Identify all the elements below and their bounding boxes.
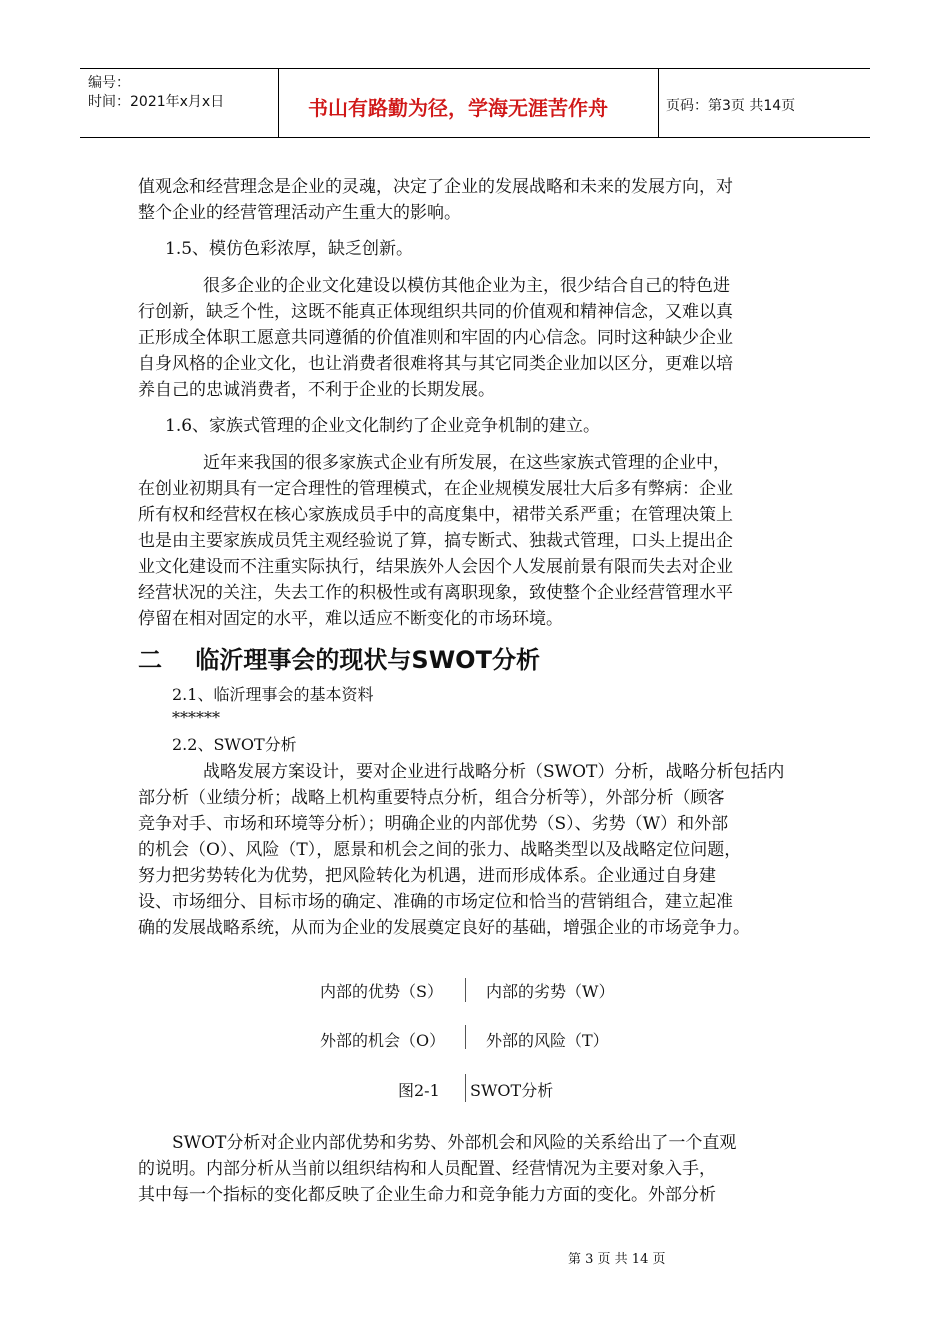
paragraph-line: 正形成全体职工愿意共同遵循的价值准则和牢固的内心信念。同时这种缺少企业	[138, 328, 733, 348]
paragraph-line: 行创新，缺乏个性，这既不能真正体现组织共同的价值观和精神信念，又难以真	[138, 302, 733, 322]
paragraph-line: SWOT分析对企业内部优势和劣势、外部机会和风险的关系给出了一个直观	[172, 1133, 737, 1153]
page-footer: 第 3 页 共 14 页	[568, 1252, 666, 1267]
paragraph-line: 确的发展战略系统，从而为企业的发展奠定良好的基础，增强企业的市场竞争力。	[138, 918, 750, 938]
paragraph-line: 很多企业的企业文化建设以模仿其他企业为主，很少结合自己的特色进	[203, 276, 730, 296]
paragraph-line: 的机会（O）、风险（T），愿景和机会之间的张力、战略类型以及战略定位问题，	[138, 840, 742, 860]
header-page-label: 页码：第3页 共14页	[666, 98, 796, 114]
paragraph-line: 竞争对手、市场和环境等分析）；明确企业的内部优势（S）、劣势（W）和外部	[138, 814, 729, 834]
paragraph-line: 的说明。内部分析从当前以组织结构和人员配置、经营情况为主要对象入手，	[138, 1159, 716, 1179]
swot-divider	[465, 1025, 466, 1049]
swot-divider	[465, 1074, 466, 1102]
document-time-label: 时间：2021年x月x日	[88, 94, 225, 110]
document-number-label: 编号：	[88, 75, 130, 91]
swot-divider	[465, 978, 466, 1002]
figure-caption-number: 图2-1	[398, 1081, 440, 1100]
paragraph-line: 整个企业的经营管理活动产生重大的影响。	[138, 203, 461, 223]
subheading-1-6: 1.6、家族式管理的企业文化制约了企业竞争机制的建立。	[165, 416, 601, 436]
paragraph-line: 也是由主要家族成员凭主观经验说了算，搞专断式、独裁式管理，口头上提出企	[138, 531, 733, 551]
paragraph-line: 业文化建设而不注重实际执行，结果族外人会因个人发展前景有限而失去对企业	[138, 557, 733, 577]
paragraph-line: 经营状况的关注，失去工作的积极性或有离职现象，致使整个企业经营管理水平	[138, 583, 733, 603]
paragraph-line: 努力把劣势转化为优势，把风险转化为机遇，进而形成体系。企业通过自身建	[138, 866, 716, 886]
paragraph-line: 所有权和经营权在核心家族成员手中的高度集中，裙带关系严重；在管理决策上	[138, 505, 733, 525]
paragraph-line: 在创业初期具有一定合理性的管理模式，在企业规模发展壮大后多有弊病：企业	[138, 479, 733, 499]
paragraph-line: 自身风格的企业文化，也让消费者很难将其与其它同类企业加以区分，更难以培	[138, 354, 733, 374]
subheading-2-2: 2.2、SWOT分析	[172, 735, 297, 754]
subheading-2-1: 2.1、临沂理事会的基本资料	[172, 685, 374, 704]
header-page-cell	[658, 69, 870, 137]
paragraph-line: 值观念和经营理念是企业的灵魂，决定了企业的发展战略和未来的发展方向，对	[138, 177, 733, 197]
figure-caption-title: SWOT分析	[470, 1081, 554, 1100]
header-motto-cell	[278, 69, 659, 137]
paragraph-line: 战略发展方案设计，要对企业进行战略分析（SWOT）分析，战略分析包括内	[203, 762, 785, 782]
placeholder-stars: ******	[172, 708, 220, 727]
paragraph-line: 设、市场细分、目标市场的确定、准确的市场定位和恰当的营销组合，建立起准	[138, 892, 733, 912]
paragraph-line: 养自己的忠诚消费者，不利于企业的长期发展。	[138, 380, 495, 400]
swot-weaknesses: 内部的劣势（W）	[486, 982, 615, 1001]
header-motto: 书山有路勤为径，学海无涯苦作舟	[308, 96, 608, 120]
swot-opportunities: 外部的机会（O）	[320, 1031, 446, 1050]
swot-threats: 外部的风险（T）	[486, 1031, 609, 1050]
paragraph-line: 其中每一个指标的变化都反映了企业生命力和竞争能力方面的变化。外部分析	[138, 1185, 716, 1205]
swot-strengths: 内部的优势（S）	[320, 982, 443, 1001]
paragraph-line: 部分析（业绩分析；战略上机构重要特点分析，组合分析等），外部分析（顾客	[138, 788, 725, 808]
section-heading: 二 临沂理事会的现状与SWOT分析	[138, 646, 540, 674]
page-header	[80, 68, 870, 138]
header-meta-cell	[80, 69, 279, 137]
paragraph-line: 近年来我国的很多家族式企业有所发展，在这些家族式管理的企业中，	[203, 453, 730, 473]
paragraph-line: 停留在相对固定的水平，难以适应不断变化的市场环境。	[138, 609, 563, 629]
subheading-1-5: 1.5、模仿色彩浓厚，缺乏创新。	[165, 239, 414, 259]
